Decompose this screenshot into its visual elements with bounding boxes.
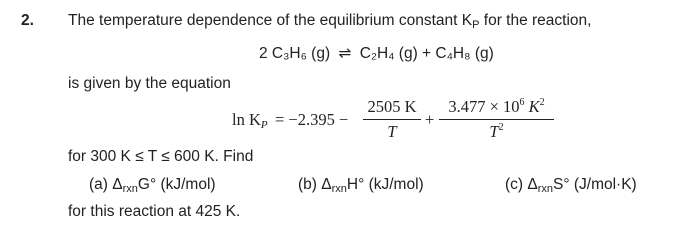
intro-k-subscript: P [472,19,480,31]
part-a-label: (a) Δ [89,176,123,193]
fraction-1-denominator: T [387,122,397,141]
ln-k-subscript: P [260,119,268,131]
fraction-2-exponent: 6 [519,97,525,108]
part-c-subscript: rxn [537,183,554,195]
ln-k-label: ln K [232,110,261,129]
final-text: for this reaction at 425 K. [68,203,241,220]
intro-text: The temperature dependence of the equilibrium constant K [68,12,473,29]
fraction-2 [439,97,554,142]
equation-plus: + [425,110,435,129]
range-text: for 300 K ≤ T ≤ 600 K. Find [68,148,254,165]
reaction-reactants: 2 C₃H₆ (g) [259,45,331,62]
reaction-products: C₂H₄ (g) + C₄H₈ (g) [359,45,494,62]
fraction-2-numerator [439,97,554,119]
equation-constant: = −2.395 − [275,110,349,129]
fraction-2-denominator [439,120,554,142]
fraction-2-den-t: T [489,122,499,141]
part-a [89,176,216,194]
fraction-2-coefficient: 3.477 × 10 [448,97,520,116]
equation-lhs [232,110,268,130]
fraction-2-unit: K [524,97,540,116]
part-b-subscript: rxn [331,183,347,195]
problem-intro [68,12,591,30]
part-a-subscript: rxn [122,183,138,195]
part-a-text: G° (kJ/mol) [137,176,216,193]
fraction-1-numerator: 2505 K [367,97,417,116]
equilibrium-arrow-icon: ⇌ [338,45,352,62]
part-b-label: (b) Δ [298,176,332,193]
part-b-text: H° (kJ/mol) [346,176,424,193]
intro-end-text: for the reaction, [479,12,592,29]
part-c [505,176,637,194]
part-c-label: (c) Δ [505,176,538,193]
reaction-equation [259,44,494,63]
part-c-text: S° (J/mol·K) [553,176,637,193]
part-b [298,176,424,194]
given-text: is given by the equation [68,75,231,92]
fraction-2-den-exponent: 2 [498,122,504,133]
fraction-2-unit-exponent: 2 [539,97,545,108]
problem-number: 2. [21,12,34,29]
fraction-1 [363,97,421,142]
